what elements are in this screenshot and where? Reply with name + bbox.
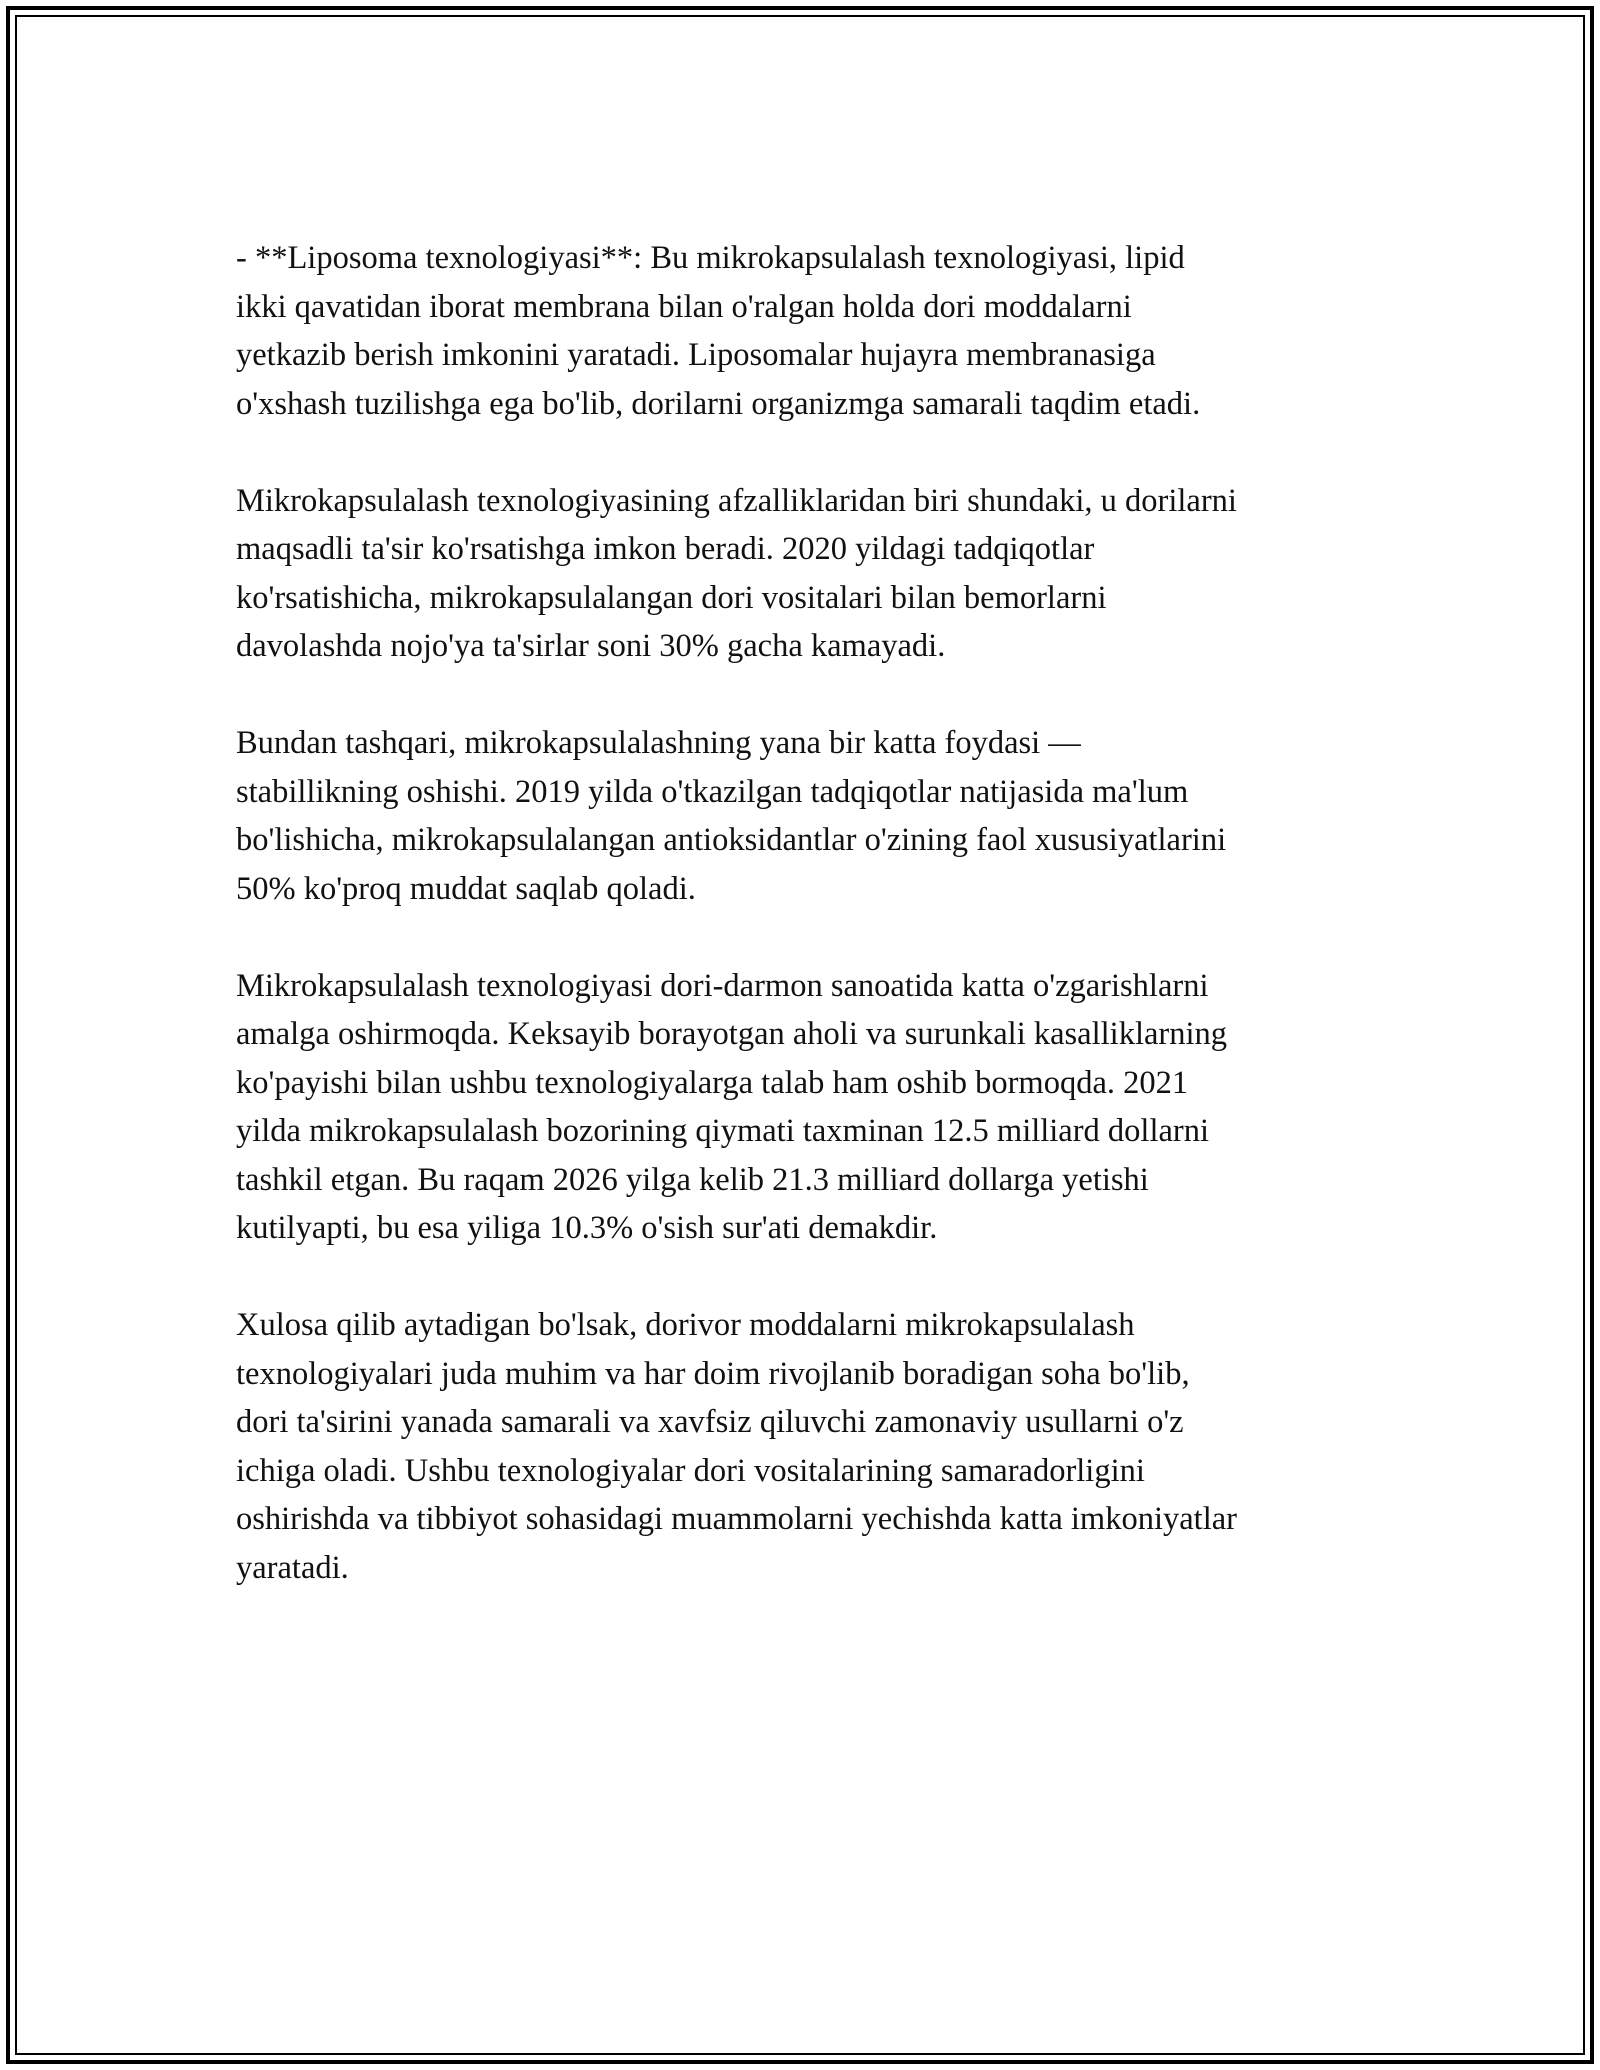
- paragraph-conclusion: Xulosa qilib aytadigan bo'lsak, dorivor moddalarni mikrokapsulalash texnologiyalari juda muhim va har doim rivojlanib boradigan soha bo'lib, dori ta'sirini yanada samarali va xavfsiz qiluvchi zamonaviy usullarni o'z ichiga oladi. Ushbu texnologiyalar dori vositalarining samaradorligini oshirishda va tibbiyot sohasidagi muammolarni yechishda katta imkoniyatlar yaratadi.: [236, 1307, 1237, 1586]
- paragraph-targeted-action: Mikrokapsulalash texnologiyasining afzalliklaridan biri shundaki, u dorilarni maqsadli ta'sir ko'rsatishga imkon beradi. 2020 yildagi tadqiqotlar ko'rsatishicha, mikrokapsulalangan dori vositalari bilan bemorlarni davolashda nojo'ya ta'sirlar soni 30% gacha kamayadi.: [236, 482, 1237, 664]
- document-body: [236, 234, 1376, 1641]
- paragraph-stability: Bundan tashqari, mikrokapsulalashning yana bir katta foydasi — stabillikning oshishi. 2019 yilda o'tkazilgan tadqiqotlar natijasida ma'lum bo'lishicha, mikrokapsulalangan antioksidantlar o'zining faol xususiyatlarini 50% ko'proq muddat saqlab qoladi.: [236, 725, 1227, 907]
- paragraph-liposome: - **Liposoma texnologiyasi**: Bu mikrokapsulalash texnologiyasi, lipid ikki qavatidan iborat membrana bilan o'ralgan holda dori moddalarni yetkazib berish imkonini yaratadi. Liposomalar hujayra membranasiga o'xshash tuzilishga ega bo'lib, dorilarni organizmga samarali taqdim etadi.: [236, 240, 1201, 422]
- paragraph-market: Mikrokapsulalash texnologiyasi dori-darmon sanoatida katta o'zgarishlarni amalga oshirmoqda. Keksayib borayotgan aholi va surunkali kasalliklarning ko'payishi bilan ushbu texnologiyalarga talab ham oshib bormoqda. 2021 yilda mikrokapsulalash bozorining qiymati taxminan 12.5 milliard dollarni tashkil etgan. Bu raqam 2026 yilga kelib 21.3 milliard dollarga yetishi kutilyapti, bu esa yiliga 10.3% o'sish sur'ati demakdir.: [236, 967, 1227, 1246]
